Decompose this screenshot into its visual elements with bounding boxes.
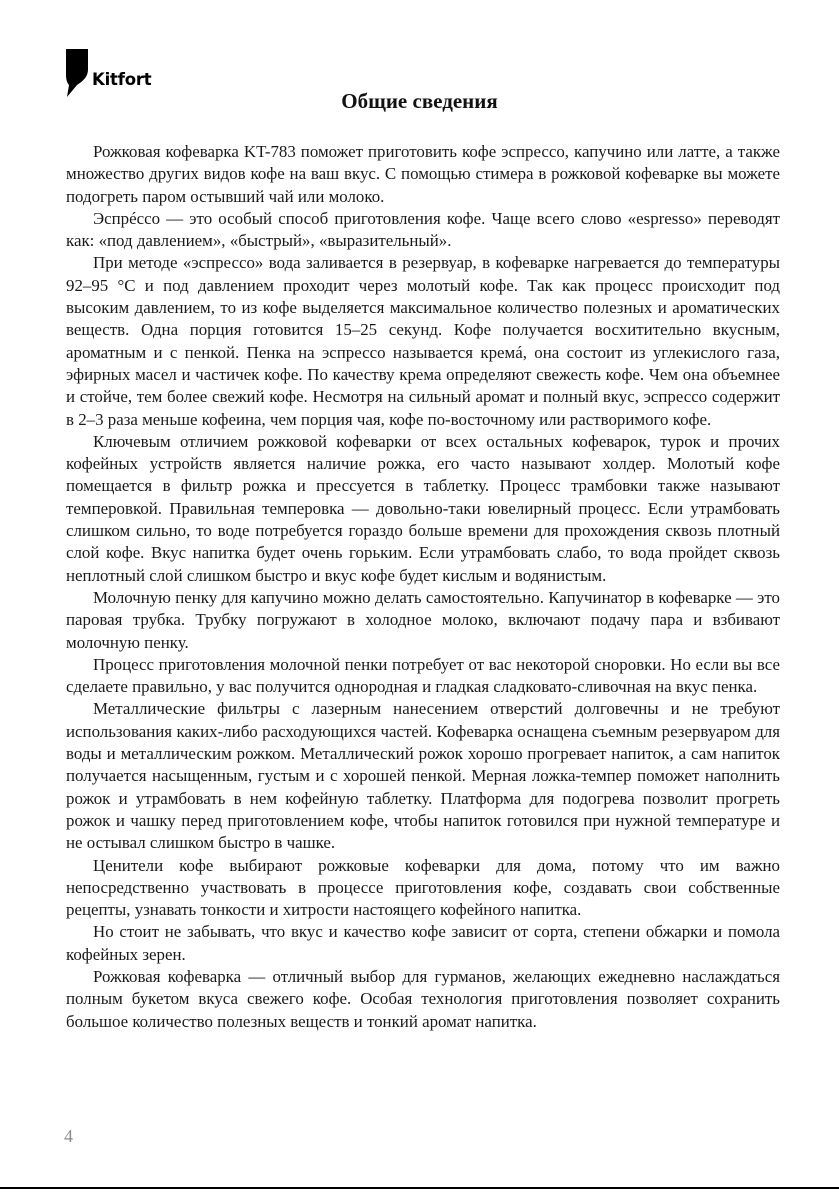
paragraph-1: Рожковая кофеварка KT-783 поможет приготовить кофе эспрессо, капучино или латте, а также множество других видов кофе на ваш вкус. С помощью стимера в рожковой кофеварке вы можете подогреть паром остывший чай или молоко. (66, 142, 780, 206)
paragraph-2: Эспрéссо — это особый способ приготовления кофе. Чаще всего слово «espresso» переводят как: «под давлением», «быстрый», «выразительный». (66, 208, 780, 251)
paragraph-7: Металлические фильтры с лазерным нанесением отверстий долговечны и не требуют использования каких-либо расходующихся частей. Кофеварка оснащена съемным резервуаром для воды и металлическим рожком. Металлический рожок хорошо прогревает напиток, а сам напиток получается насыщенным, густым и с хорошей пенкой. Мерная ложка-темпер поможет наполнить рожок и утрамбовать в нем кофейную таблетку. Платформа для подогрева позволит прогреть рожок и чашку перед приготовлением кофе, чтобы напиток готовился при нужной температуре и не остывал слишком быстро в чашке. (66, 699, 780, 853)
body-text (66, 141, 780, 1033)
paragraph-6: Процесс приготовления молочной пенки потребует от вас некоторой сноровки. Но если вы все сделаете правильно, у вас получится однородная и гладкая сладковато-сливочная на вкус пенка. (66, 654, 780, 697)
page-number: 4 (64, 1126, 73, 1146)
paragraph-3: При методе «эспрессо» вода заливается в резервуар, в кофеварке нагревается до температуры 92–95 °C и под давлением проходит через молотый кофе. Так как процесс происходит под высоким давлением, то из кофе выделяется максимальное количество полезных и ароматических веществ. Одна порция готовится 15–25 секунд. Кофе получается восхитительно вкусным, ароматным и с пенкой. Пенка на эспрессо называется кремá, она состоит из углекислого газа, эфирных масел и частичек кофе. По качеству крема определяют свежесть кофе. Чем она объемнее и стойче, тем более свежий кофе. Несмотря на сильный аромат и полный вкус, эспрессо содержит в 2–3 раза меньше кофеина, чем порция чая, кофе по-восточному или растворимого кофе. (66, 253, 780, 429)
paragraph-9: Но стоит не забывать, что вкус и качество кофе зависит от сорта, степени обжарки и помола кофейных зерен. (66, 922, 780, 964)
paragraph-10: Рожковая кофеварка — отличный выбор для гурманов, желающих ежедневно наслаждаться полным букетом вкуса свежего кофе. Особая технология приготовления позволяет сохранить большое количество полезных веществ и тонкий аромат напитка. (66, 966, 780, 1031)
page-title: Общие сведения (341, 89, 498, 113)
paragraph-8: Ценители кофе выбирают рожковые кофеварки для дома, потому что им важно непосредственно участвовать в процессе приготовления кофе, создавать свои собственные рецепты, узнавать тонкости и хитрости настоящего кофейного напитка. (66, 855, 780, 920)
bottom-divider (0, 1187, 839, 1189)
brand-name: Kitfort (92, 70, 152, 89)
paragraph-4: Ключевым отличием рожковой кофеварки от всех остальных кофеварок, турок и прочих кофейных устройств является наличие рожка, его часто называют холдер. Молотый кофе помещается в фильтр рожка и прессуется в таблетку. Процесс трамбовки также называют темперовкой. Правильная темперовка — довольно-таки ювелирный процесс. Если утрамбовать слишком сильно, то воде потребуется гораздо больше времени для прохождения сквозь плотный слой кофе. Вкус напитка будет очень горьким. Если утрамбовать слабо, то вода пройдет сквозь неплотный слой слишком быстро и вкус кофе будет кислым и водянистым. (66, 431, 780, 585)
paragraph-5: Молочную пенку для капучино можно делать самостоятельно. Капучинатор в кофеварке — это паровая трубка. Трубку погружают в холодное молоко, включают подачу пара и взбивают молочную пенку. (66, 587, 780, 652)
